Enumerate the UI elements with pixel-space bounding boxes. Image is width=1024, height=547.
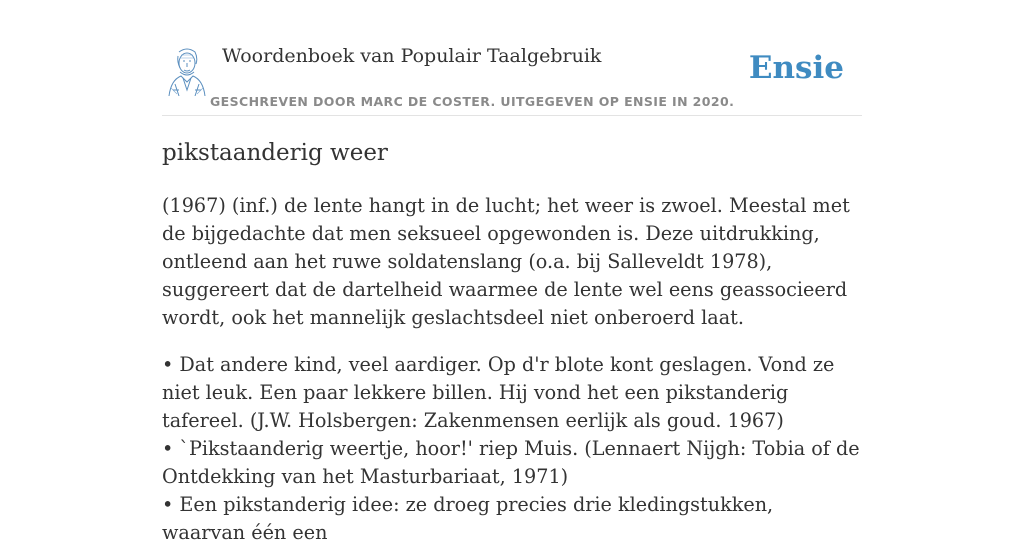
example-quote: • `Pikstaanderig weertje, hoor!' riep Muis. (Lennaert Nijgh: Tobia of de Ontdekking van het Masturbariaat, 1971)	[162, 437, 860, 488]
author-byline: GESCHREVEN DOOR MARC DE COSTER. UITGEGEVEN OP ENSIE IN 2020.	[210, 94, 735, 109]
entry-definition: (1967) (inf.) de lente hangt in de lucht; het weer is zwoel. Meestal met de bijgedachte dat men seksueel opgewonden is. Deze uitdrukking, ontleend aan het ruwe soldatenslang (o.a. bij Salleveldt 1978), suggereert dat de dartelheid waarmee de lente wel eens geassocieerd wordt, ook het mannelijk geslachtsdeel niet onberoerd laat.	[162, 194, 850, 329]
header	[162, 0, 862, 116]
entry-examples	[162, 351, 862, 547]
ensie-logo[interactable]: Ensie	[748, 50, 844, 86]
dictionary-title[interactable]: Woordenboek van Populair Taalgebruik	[222, 45, 602, 67]
example-quote: • Een pikstanderig idee: ze droeg precies drie kledingstukken, waarvan één een	[162, 493, 774, 544]
author-portrait-icon	[165, 46, 209, 96]
example-quote: • Dat andere kind, veel aardiger. Op d'r blote kont geslagen. Vond ze niet leuk. Een paar lekkere billen. Hij vond het een pikstanderig tafereel. (J.W. Holsbergen: Zakenmensen eerlijk als goud. 1967)	[162, 353, 835, 432]
page	[162, 0, 862, 544]
entry-term: pikstaanderig weer	[162, 140, 388, 166]
